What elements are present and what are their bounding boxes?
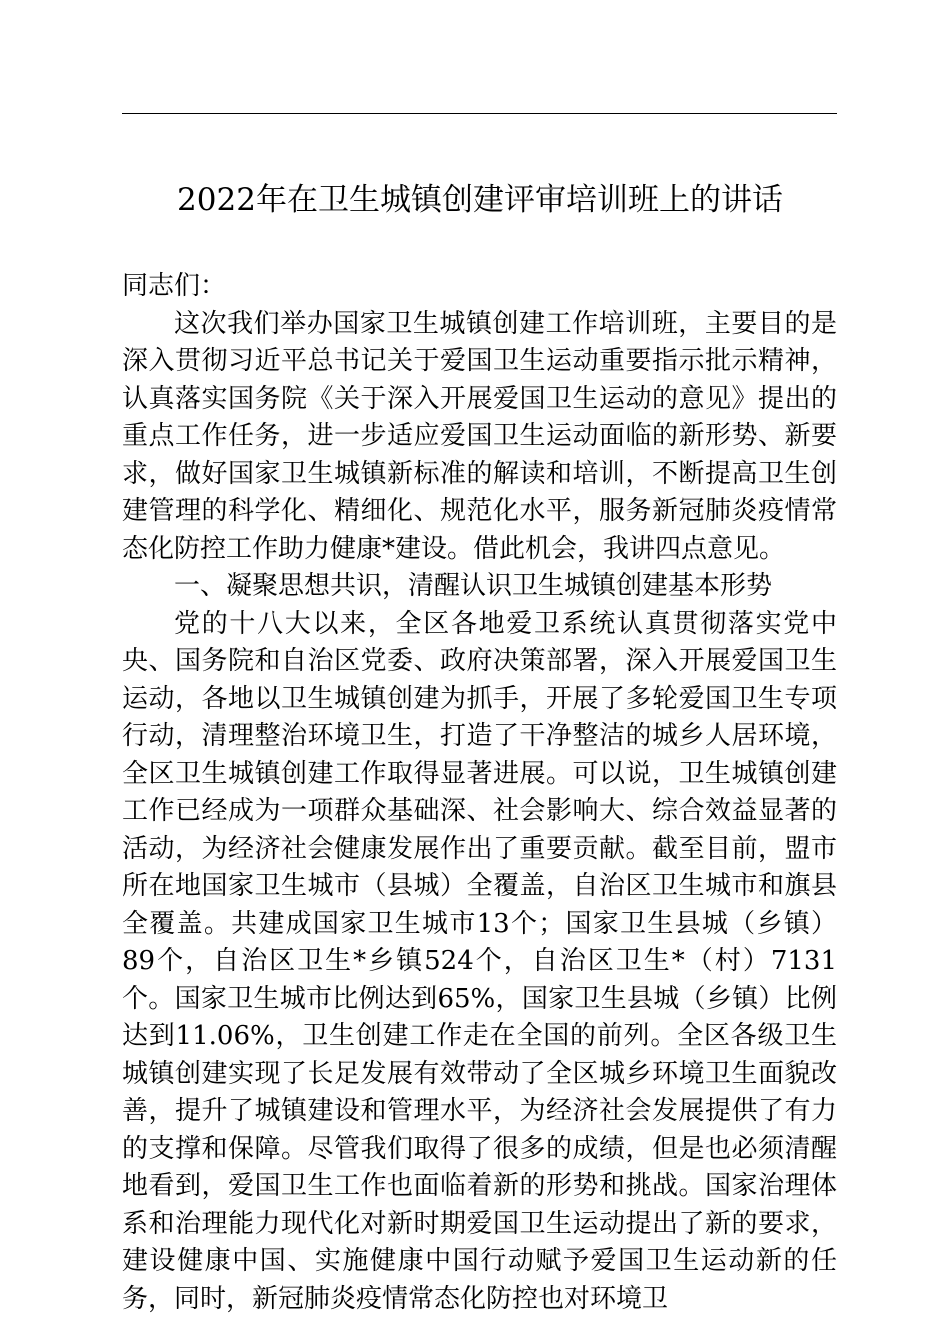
- document-body: [122, 268, 837, 1318]
- header-rule: [122, 113, 837, 114]
- paragraph-section-1: 党的十八大以来，全区各地爱卫系统认真贯彻落实党中央、国务院和自治区党委、政府决策部署，深入开展爱国卫生运动，各地以卫生城镇创建为抓手，开展了多轮爱国卫生专项行动，清理整治环境卫生，打造了干净整洁的城乡人居环境，全区卫生城镇创建工作取得显著进展。可以说，卫生城镇创建工作已经成为一项群众基础深、社会影响大、综合效益显著的活动，为经济社会健康发展作出了重要贡献。截至目前，盟市所在地国家卫生城市（县城）全覆盖，自治区卫生城市和旗县全覆盖。共建成国家卫生城市13个；国家卫生县城（乡镇）89个，自治区卫生*乡镇524个，自治区卫生*（村）7131个。国家卫生城市比例达到65%，国家卫生县城（乡镇）比例达到11.06%，卫生创建工作走在全国的前列。全区各级卫生城镇创建实现了长足发展有效带动了全区城乡环境卫生面貌改善，提升了城镇建设和管理水平，为经济社会发展提供了有力的支撑和保障。尽管我们取得了很多的成绩，但是也必须清醒地看到，爱国卫生工作也面临着新的形势和挑战。国家治理体系和治理能力现代化对新时期爱国卫生运动提出了新的要求，建设健康中国、实施健康中国行动赋予爱国卫生运动新的任务，同时，新冠肺炎疫情常态化防控也对环境卫: [122, 608, 837, 1314]
- paragraph-intro: 这次我们举办国家卫生城镇创建工作培训班，主要目的是深入贯彻习近平总书记关于爱国卫生运动重要指示批示精神，认真落实国务院《关于深入开展爱国卫生运动的意见》提出的重点工作任务，进一步适应爱国卫生运动面临的新形势、新要求，做好国家卫生城镇新标准的解读和培训，不断提高卫生创建管理的科学化、精细化、规范化水平，服务新冠肺炎疫情常态化防控工作助力健康*建设。借此机会，我讲四点意见。: [122, 308, 837, 564]
- salutation: 同志们：: [122, 271, 227, 301]
- section-heading-1: 一、凝聚思想共识，清醒认识卫生城镇创建基本形势: [174, 571, 773, 601]
- document-title: 2022年在卫生城镇创建评审培训班上的讲话: [177, 182, 783, 218]
